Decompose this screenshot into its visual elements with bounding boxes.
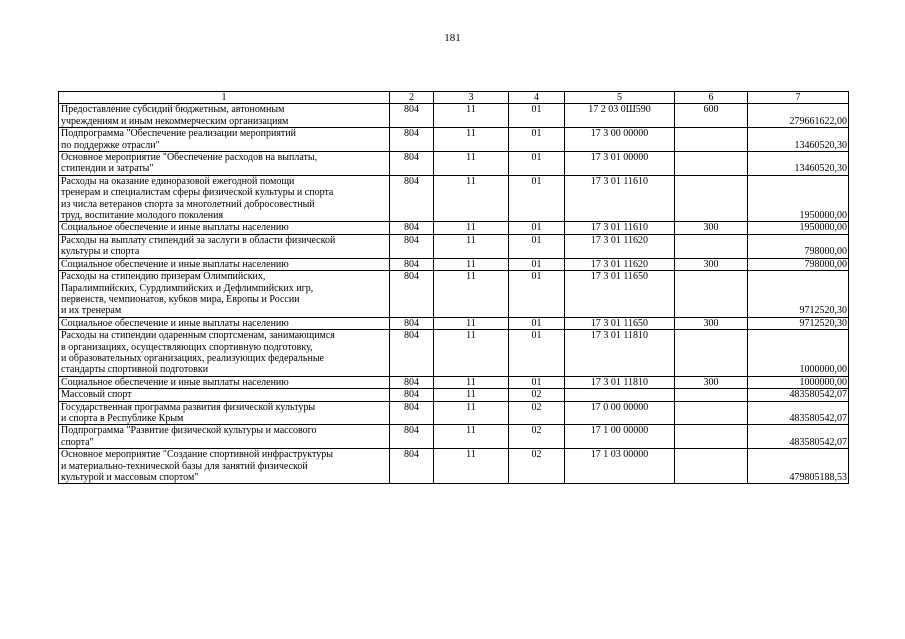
section-cell: 11 xyxy=(434,128,509,152)
ministry-code-cell: 804 xyxy=(390,401,434,425)
table-row xyxy=(59,222,849,234)
amount-cell: 13460520,30 xyxy=(748,128,849,152)
column-header: 1 xyxy=(59,92,390,104)
expense-type-cell: 300 xyxy=(675,258,748,270)
subsection-cell: 01 xyxy=(509,175,565,222)
expense-type-cell xyxy=(675,389,748,401)
column-header: 2 xyxy=(390,92,434,104)
amount-cell: 9712520,30 xyxy=(748,317,849,329)
table-row xyxy=(59,128,849,152)
table-row xyxy=(59,175,849,222)
table-row xyxy=(59,317,849,329)
column-header: 6 xyxy=(675,92,748,104)
ministry-code-cell: 804 xyxy=(390,376,434,388)
row-name-cell: Основное мероприятие "Обеспечение расходов на выплаты, стипендии и затраты" xyxy=(59,152,390,176)
section-cell: 11 xyxy=(434,152,509,176)
amount-cell: 798000,00 xyxy=(748,234,849,258)
row-name-cell: Расходы на выплату стипендий за заслуги в области физической культуры и спорта xyxy=(59,234,390,258)
expense-type-cell xyxy=(675,175,748,222)
amount-cell: 483580542,07 xyxy=(748,425,849,449)
row-name-cell: Предоставление субсидий бюджетным, автономным учреждениям и иным некоммерческим организациям xyxy=(59,104,390,128)
table-row xyxy=(59,425,849,449)
ministry-code-cell: 804 xyxy=(390,389,434,401)
section-cell: 11 xyxy=(434,376,509,388)
expense-type-cell xyxy=(675,271,748,318)
amount-cell: 798000,00 xyxy=(748,258,849,270)
target-article-cell: 17 2 03 0Ш590 xyxy=(565,104,675,128)
row-name-cell: Социальное обеспечение и иные выплаты населению xyxy=(59,317,390,329)
ministry-code-cell: 804 xyxy=(390,128,434,152)
ministry-code-cell: 804 xyxy=(390,104,434,128)
section-cell: 11 xyxy=(434,258,509,270)
row-name-cell: Массовый спорт xyxy=(59,389,390,401)
target-article-cell xyxy=(565,389,675,401)
subsection-cell: 02 xyxy=(509,449,565,484)
section-cell: 11 xyxy=(434,271,509,318)
amount-cell: 1950000,00 xyxy=(748,175,849,222)
expense-type-cell xyxy=(675,128,748,152)
subsection-cell: 02 xyxy=(509,401,565,425)
row-name-cell: Социальное обеспечение и иные выплаты населению xyxy=(59,376,390,388)
expense-type-cell xyxy=(675,152,748,176)
row-name-cell: Расходы на оказание единоразовой ежегодной помощи тренерам и специалистам сферы физической культуры и спорта из числа ветеранов спорта за многолетний добросовестный труд, воспитание молодого поколения xyxy=(59,175,390,222)
subsection-cell: 02 xyxy=(509,425,565,449)
table-row xyxy=(59,330,849,377)
ministry-code-cell: 804 xyxy=(390,271,434,318)
expense-type-cell: 300 xyxy=(675,222,748,234)
amount-cell: 1000000,00 xyxy=(748,330,849,377)
budget-table xyxy=(58,91,849,484)
ministry-code-cell: 804 xyxy=(390,449,434,484)
expense-type-cell xyxy=(675,234,748,258)
table-row xyxy=(59,401,849,425)
subsection-cell: 01 xyxy=(509,376,565,388)
column-header: 4 xyxy=(509,92,565,104)
row-name-cell: Подпрограмма "Обеспечение реализации мероприятий по поддержке отрасли" xyxy=(59,128,390,152)
target-article-cell: 17 3 01 11610 xyxy=(565,175,675,222)
row-name-cell: Подпрограмма "Развитие физической культуры и массового спорта" xyxy=(59,425,390,449)
subsection-cell: 01 xyxy=(509,234,565,258)
target-article-cell: 17 3 01 11650 xyxy=(565,317,675,329)
subsection-cell: 01 xyxy=(509,258,565,270)
section-cell: 11 xyxy=(434,401,509,425)
ministry-code-cell: 804 xyxy=(390,175,434,222)
target-article-cell: 17 3 01 11610 xyxy=(565,222,675,234)
target-article-cell: 17 3 01 11620 xyxy=(565,234,675,258)
ministry-code-cell: 804 xyxy=(390,152,434,176)
row-name-cell: Расходы на стипендии одаренным спортсменам, занимающимся в организациях, осуществляющих спортивную подготовку, и образовательных организациях, реализующих федеральные стандарты спортивной подготовки xyxy=(59,330,390,377)
section-cell: 11 xyxy=(434,389,509,401)
expense-type-cell xyxy=(675,449,748,484)
section-cell: 11 xyxy=(434,234,509,258)
subsection-cell: 02 xyxy=(509,389,565,401)
target-article-cell: 17 3 00 00000 xyxy=(565,128,675,152)
expense-type-cell: 600 xyxy=(675,104,748,128)
subsection-cell: 01 xyxy=(509,128,565,152)
amount-cell: 1950000,00 xyxy=(748,222,849,234)
column-header: 5 xyxy=(565,92,675,104)
target-article-cell: 17 0 00 00000 xyxy=(565,401,675,425)
subsection-cell: 01 xyxy=(509,271,565,318)
section-cell: 11 xyxy=(434,104,509,128)
target-article-cell: 17 3 01 11650 xyxy=(565,271,675,318)
table-row xyxy=(59,258,849,270)
section-cell: 11 xyxy=(434,330,509,377)
amount-cell: 483580542,07 xyxy=(748,389,849,401)
ministry-code-cell: 804 xyxy=(390,222,434,234)
subsection-cell: 01 xyxy=(509,104,565,128)
table-header-row xyxy=(59,92,849,104)
amount-cell: 279661622,00 xyxy=(748,104,849,128)
table-row xyxy=(59,389,849,401)
section-cell: 11 xyxy=(434,317,509,329)
section-cell: 11 xyxy=(434,449,509,484)
table-row xyxy=(59,234,849,258)
ministry-code-cell: 804 xyxy=(390,258,434,270)
amount-cell: 1000000,00 xyxy=(748,376,849,388)
ministry-code-cell: 804 xyxy=(390,330,434,377)
subsection-cell: 01 xyxy=(509,152,565,176)
amount-cell: 479805188,53 xyxy=(748,449,849,484)
row-name-cell: Социальное обеспечение и иные выплаты населению xyxy=(59,258,390,270)
target-article-cell: 17 1 00 00000 xyxy=(565,425,675,449)
expense-type-cell xyxy=(675,330,748,377)
amount-cell: 483580542,07 xyxy=(748,401,849,425)
subsection-cell: 01 xyxy=(509,317,565,329)
section-cell: 11 xyxy=(434,175,509,222)
amount-cell: 13460520,30 xyxy=(748,152,849,176)
row-name-cell: Расходы на стипендию призерам Олимпийских, Паралимпийских, Сурдлимпийских и Дефлимпийских игр, первенств, чемпионатов, кубков мира, Европы и России и их тренерам xyxy=(59,271,390,318)
column-header: 3 xyxy=(434,92,509,104)
table-row xyxy=(59,376,849,388)
row-name-cell: Основное мероприятие "Создание спортивной инфраструктуры и материально-технической базы для занятий физической культурой и массовым спортом" xyxy=(59,449,390,484)
table-row xyxy=(59,104,849,128)
subsection-cell: 01 xyxy=(509,222,565,234)
row-name-cell: Социальное обеспечение и иные выплаты населению xyxy=(59,222,390,234)
ministry-code-cell: 804 xyxy=(390,317,434,329)
table-row xyxy=(59,271,849,318)
expense-type-cell: 300 xyxy=(675,317,748,329)
section-cell: 11 xyxy=(434,222,509,234)
expense-type-cell: 300 xyxy=(675,376,748,388)
ministry-code-cell: 804 xyxy=(390,425,434,449)
amount-cell: 9712520,30 xyxy=(748,271,849,318)
target-article-cell: 17 1 03 00000 xyxy=(565,449,675,484)
column-header: 7 xyxy=(748,92,849,104)
target-article-cell: 17 3 01 00000 xyxy=(565,152,675,176)
expense-type-cell xyxy=(675,425,748,449)
row-name-cell: Государственная программа развития физической культуры и спорта в Республике Крым xyxy=(59,401,390,425)
expense-type-cell xyxy=(675,401,748,425)
section-cell: 11 xyxy=(434,425,509,449)
subsection-cell: 01 xyxy=(509,330,565,377)
table-row xyxy=(59,152,849,176)
ministry-code-cell: 804 xyxy=(390,234,434,258)
page-number: 181 xyxy=(444,32,461,44)
target-article-cell: 17 3 01 11810 xyxy=(565,330,675,377)
table-row xyxy=(59,449,849,484)
target-article-cell: 17 3 01 11620 xyxy=(565,258,675,270)
target-article-cell: 17 3 01 11810 xyxy=(565,376,675,388)
